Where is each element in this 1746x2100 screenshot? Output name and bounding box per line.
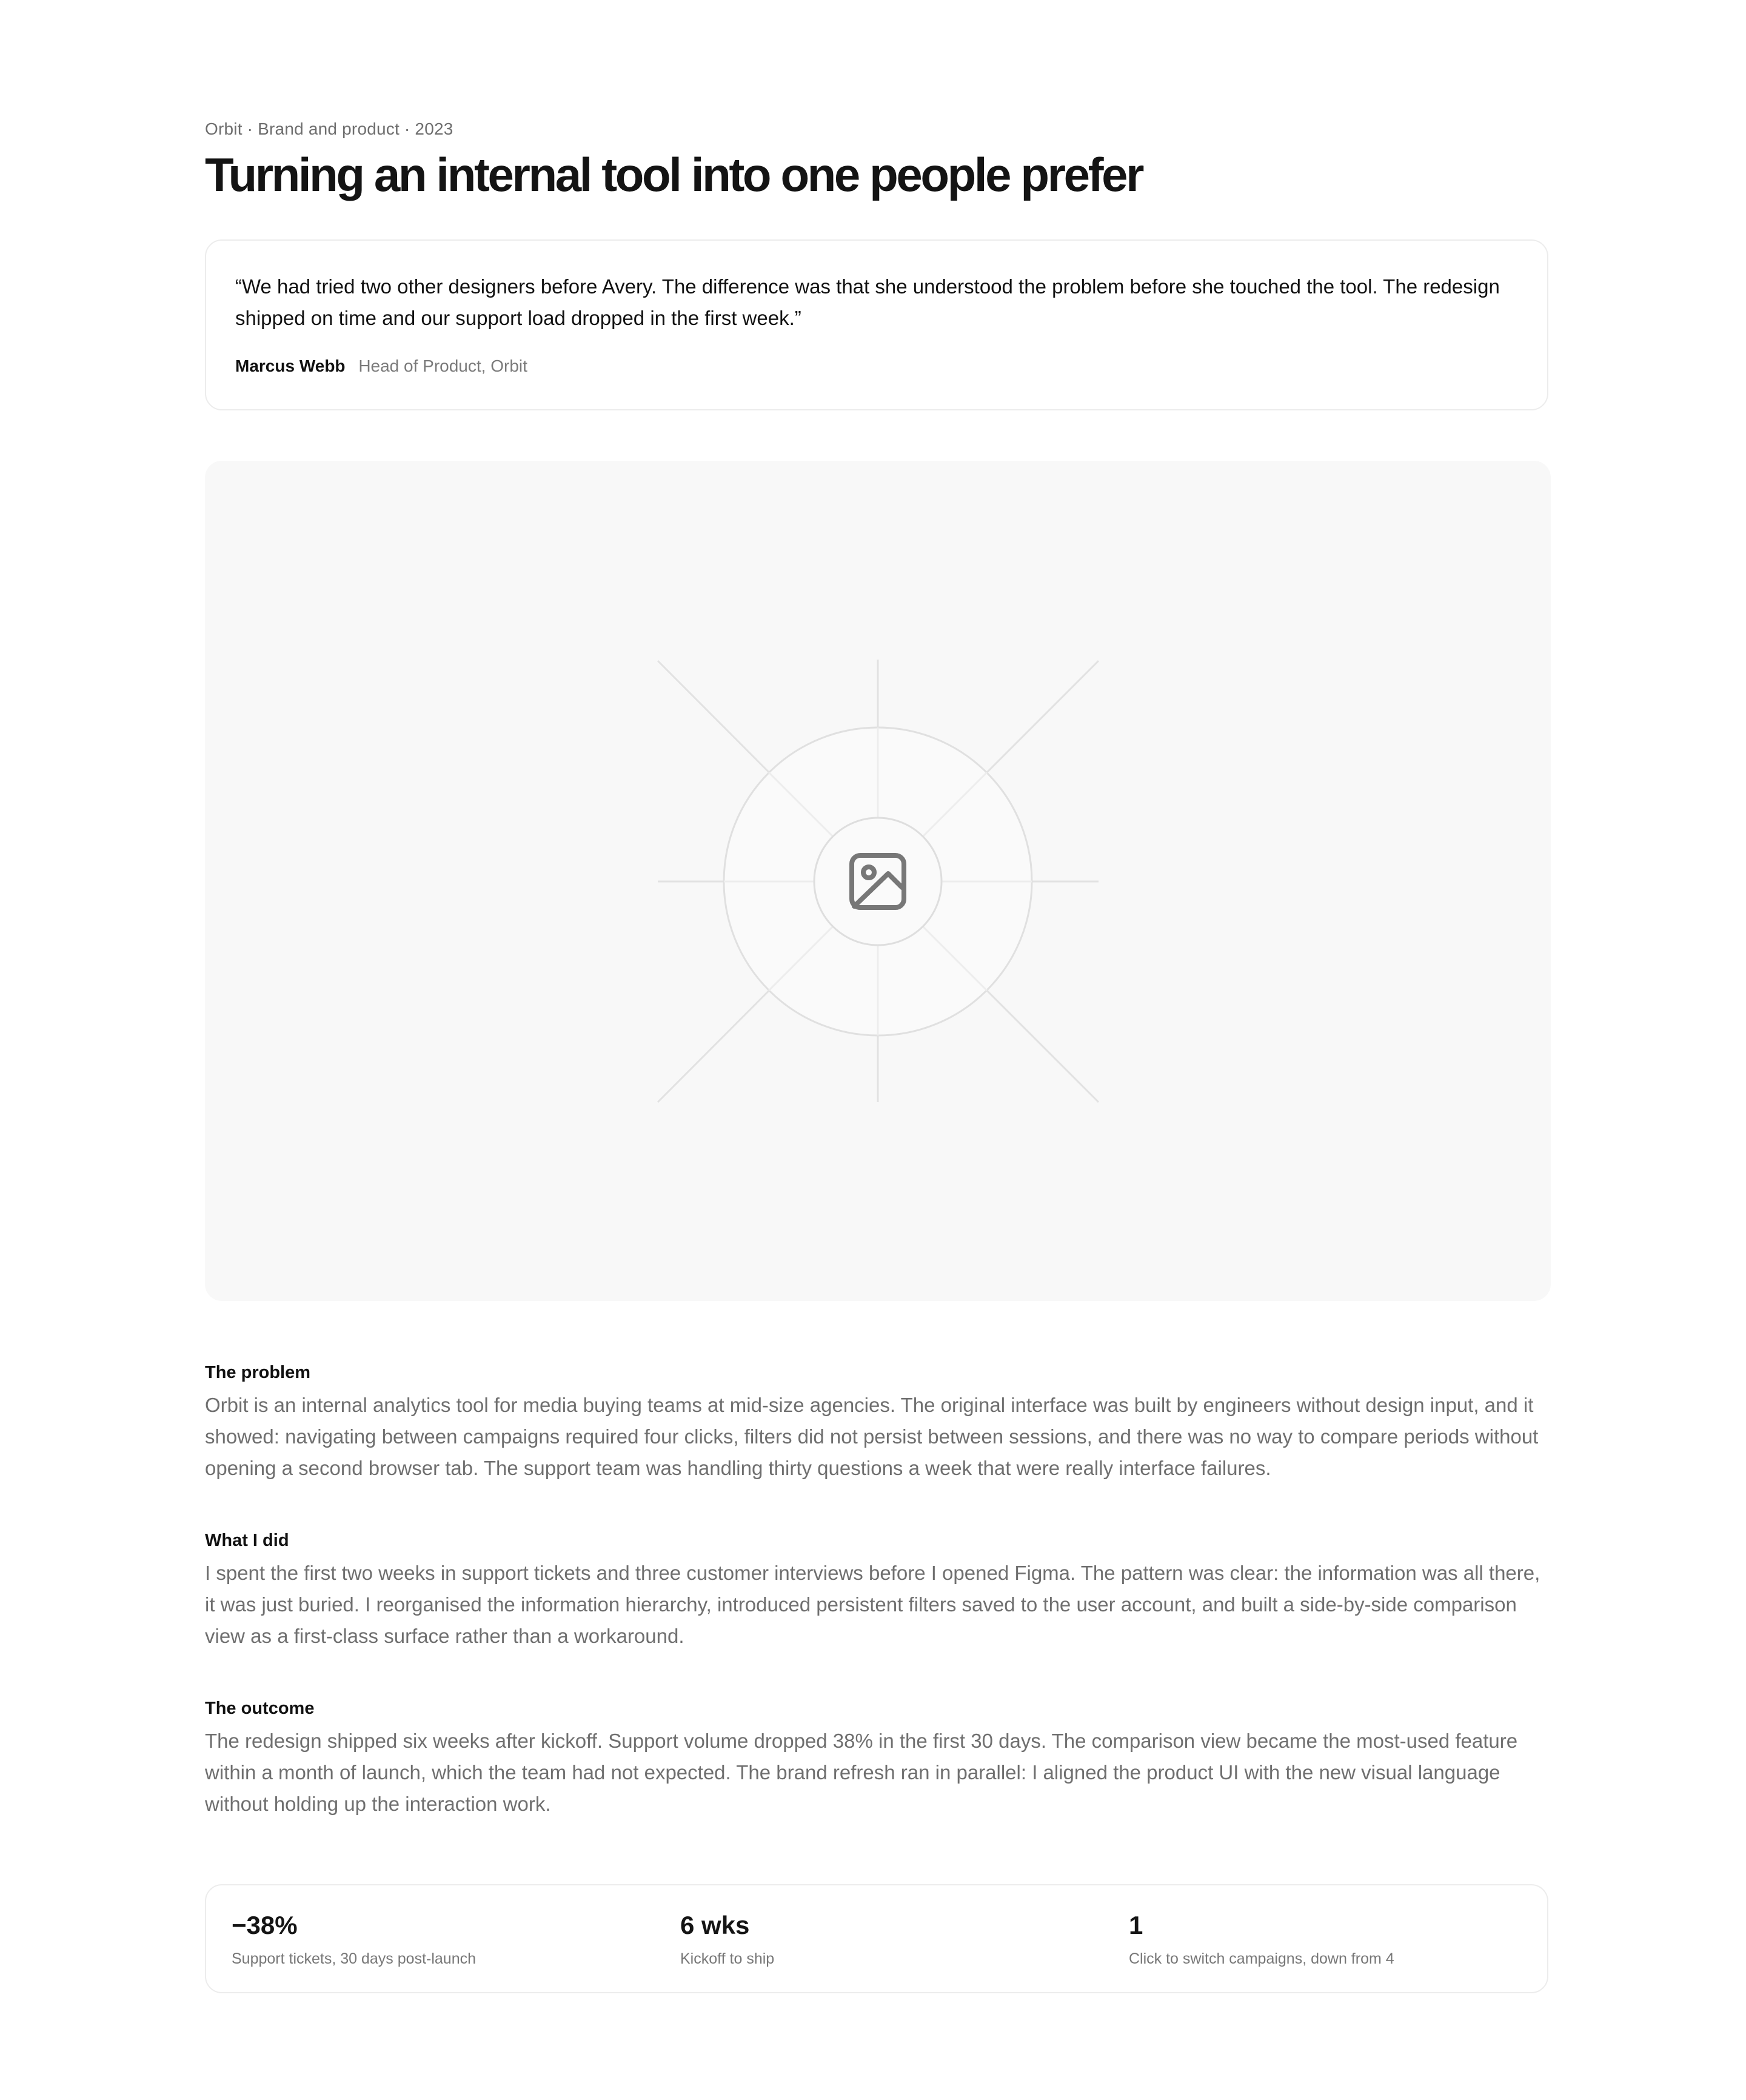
stat-label: Support tickets, 30 days post-launch	[232, 1950, 477, 1967]
stat-value: 1	[1129, 1911, 1143, 1939]
testimonial-card	[205, 239, 1548, 410]
stat-clicks-to-switch	[1129, 1910, 1394, 1968]
project-meta: Orbit · Brand and product · 2023	[205, 119, 453, 138]
section-body-outcome: The redesign shipped six weeks after kickoff. Support volume dropped 38% in the first 30 days. The comparison view became the most-used feature within a month of launch, which the team had not expected. The brand refresh ran in parallel: I aligned the product UI with the new visual language without holding up the interaction work.	[205, 1730, 1518, 1815]
testimonial-quote: “We had tried two other designers before Avery. The difference was that she understood the problem before she touched the tool. The redesign shipped on time and our support load dropped in the first week.”	[235, 275, 1500, 329]
section-heading-what-i-did: What I did	[205, 1531, 289, 1550]
testimonial-attribution	[235, 356, 527, 376]
testimonial-role: Head of Product, Orbit	[358, 356, 527, 375]
stat-support-tickets	[232, 1910, 476, 1968]
placeholder-graphic	[205, 461, 1551, 1301]
testimonial-author: Marcus Webb	[235, 356, 346, 375]
page-title: Turning an internal tool into one people prefer	[205, 148, 1143, 201]
section-heading-outcome: The outcome	[205, 1699, 315, 1718]
stat-time-to-ship	[680, 1910, 774, 1968]
stat-value: −38%	[232, 1911, 298, 1939]
section-heading-problem: The problem	[205, 1363, 311, 1382]
stat-value: 6 wks	[680, 1911, 750, 1939]
hero-image-placeholder	[205, 461, 1551, 1301]
section-body-problem: Orbit is an internal analytics tool for media buying teams at mid-size agencies. The original interface was built by engineers without design input, and it showed: navigating between campaigns required four clicks, filters did not persist between sessions, and there was no way to compare periods without opening a second browser tab. The support team was handling thirty questions a week that were really interface failures.	[205, 1394, 1539, 1479]
stat-label: Click to switch campaigns, down from 4	[1129, 1950, 1394, 1967]
stats-card	[205, 1884, 1548, 1993]
section-body-what-i-did: I spent the first two weeks in support tickets and three customer interviews before I opened Figma. The pattern was clear: the information was all there, it was just buried. I reorganised the information hierarchy, introduced persistent filters saved to the user account, and built a side-by-side comparison view as a first-class surface rather than a workaround.	[205, 1562, 1540, 1647]
stat-label: Kickoff to ship	[680, 1950, 775, 1967]
